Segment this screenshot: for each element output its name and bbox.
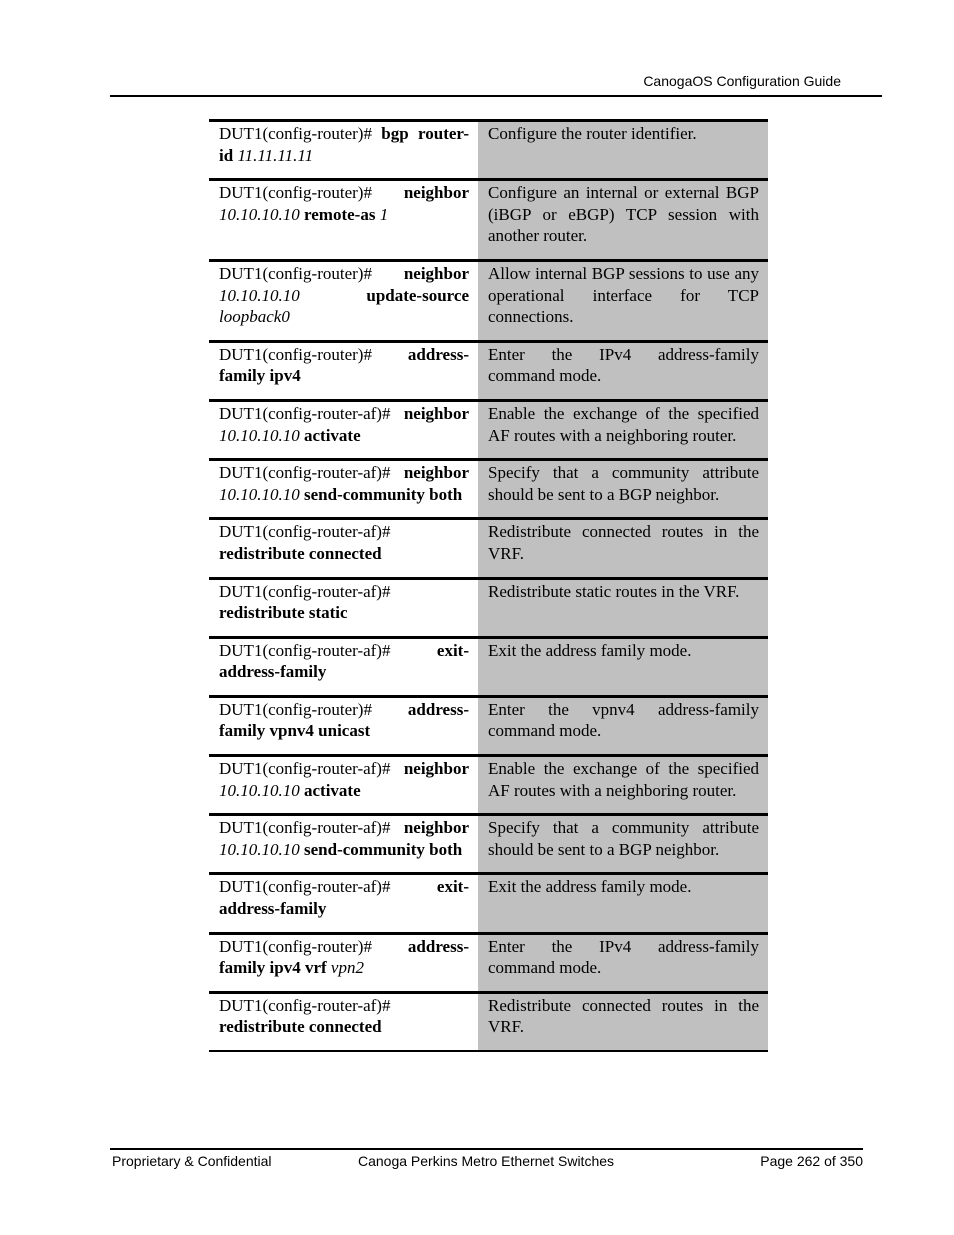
description-cell: Specify that a community attribute should be sent to a BGP neighbor.	[478, 815, 768, 874]
command-prompt: DUT1(config-router-af)#	[219, 522, 391, 542]
command-keyword: neighbor	[403, 463, 469, 483]
command-prompt: DUT1(config-router)#	[219, 124, 382, 143]
command-prompt: DUT1(config-router-af)#	[219, 759, 404, 779]
command-cell	[209, 874, 478, 933]
table-row	[209, 260, 768, 341]
command-prompt: DUT1(config-router-af)#	[219, 818, 404, 838]
description-cell: Exit the address family mode.	[478, 637, 768, 696]
command-keyword: neighbor	[403, 183, 469, 203]
table-row	[209, 992, 768, 1051]
command-prompt: DUT1(config-router)#	[219, 263, 404, 283]
command-cell	[209, 341, 478, 400]
command-cell	[209, 180, 478, 261]
command-cell	[209, 756, 478, 815]
command-keyword: address-family ipv4	[219, 344, 469, 386]
table-row	[209, 815, 768, 874]
command-argument: 10.10.10.10	[219, 484, 304, 504]
table-row	[209, 180, 768, 261]
description-cell: Configure an internal or external BGP (iBGP or eBGP) TCP session with another router.	[478, 180, 768, 261]
table-row	[209, 460, 768, 519]
table-row	[209, 519, 768, 578]
description-cell: Exit the address family mode.	[478, 874, 768, 933]
table-row	[209, 933, 768, 992]
command-prompt: DUT1(config-router)#	[219, 699, 408, 719]
command-argument: 10.10.10.10	[219, 780, 304, 800]
footer-left: Proprietary & Confidential	[112, 1153, 272, 1169]
description-cell: Enable the exchange of the specified AF routes with a neighboring router.	[478, 400, 768, 459]
command-prompt: DUT1(config-router-af)#	[219, 403, 404, 423]
command-table	[209, 119, 768, 1052]
command-prompt: DUT1(config-router-af)#	[219, 995, 391, 1015]
command-cell	[209, 696, 478, 755]
command-prompt: DUT1(config-router)#	[219, 183, 404, 203]
command-cell	[209, 933, 478, 992]
command-prompt: DUT1(config-router-af)#	[219, 877, 437, 897]
command-keyword: address-family ipv4 vrf	[219, 936, 469, 978]
table-row	[209, 874, 768, 933]
description-cell: Configure the router identifier.	[478, 121, 768, 180]
command-cell	[209, 519, 478, 578]
command-keyword: send-community both	[304, 484, 463, 504]
command-keyword: address-family vpnv4 unicast	[219, 699, 469, 741]
description-cell: Enable the exchange of the specified AF routes with a neighboring router.	[478, 756, 768, 815]
command-cell	[209, 992, 478, 1051]
header-rule	[110, 95, 882, 97]
table-row	[209, 341, 768, 400]
table-row	[209, 400, 768, 459]
command-keyword: neighbor	[403, 818, 469, 838]
command-keyword: redistribute static	[219, 603, 348, 623]
command-keyword: send-community both	[304, 839, 463, 859]
command-table-body	[209, 121, 768, 1052]
command-keyword: activate	[304, 780, 361, 800]
header-title: CanogaOS Configuration Guide	[643, 73, 841, 89]
description-cell: Redistribute static routes in the VRF.	[478, 578, 768, 637]
command-keyword: update-source	[366, 285, 469, 305]
command-prompt: DUT1(config-router)#	[219, 344, 408, 364]
description-cell: Allow internal BGP sessions to use any operational interface for TCP connections.	[478, 260, 768, 341]
description-cell: Specify that a community attribute should be sent to a BGP neighbor.	[478, 460, 768, 519]
table-row	[209, 637, 768, 696]
command-argument: 10.10.10.10	[219, 285, 367, 305]
command-cell	[209, 578, 478, 637]
table-row	[209, 121, 768, 180]
command-keyword: bgp router-id	[219, 124, 469, 165]
command-argument: 10.10.10.10	[219, 204, 304, 224]
description-cell: Redistribute connected routes in the VRF.	[478, 519, 768, 578]
command-keyword: redistribute connected	[219, 1017, 382, 1037]
command-keyword: neighbor	[403, 759, 469, 779]
footer-center: Canoga Perkins Metro Ethernet Switches	[358, 1153, 615, 1169]
command-argument: loopback0	[219, 307, 290, 327]
command-prompt: DUT1(config-router-af)#	[219, 581, 391, 601]
command-keyword: neighbor	[403, 263, 469, 283]
description-cell: Enter the IPv4 address-family command mode.	[478, 341, 768, 400]
command-keyword: remote-as	[304, 204, 376, 224]
command-cell	[209, 460, 478, 519]
table-row	[209, 696, 768, 755]
description-cell: Enter the vpnv4 address-family command mode.	[478, 696, 768, 755]
command-keyword: redistribute connected	[219, 543, 382, 563]
command-cell	[209, 815, 478, 874]
command-cell	[209, 260, 478, 341]
command-prompt: DUT1(config-router-af)#	[219, 463, 404, 483]
command-keyword: activate	[304, 425, 361, 445]
command-argument: vpn2	[326, 958, 364, 978]
command-cell	[209, 637, 478, 696]
table-row	[209, 578, 768, 637]
command-cell	[209, 400, 478, 459]
command-argument: 10.10.10.10	[219, 425, 304, 445]
command-prompt: DUT1(config-router-af)#	[219, 640, 437, 660]
command-cell	[209, 121, 478, 180]
command-argument: 11.11.11.11	[233, 145, 314, 165]
command-argument: 10.10.10.10	[219, 839, 304, 859]
command-keyword: neighbor	[403, 403, 469, 423]
command-argument: 1	[375, 204, 389, 224]
description-cell: Redistribute connected routes in the VRF.	[478, 992, 768, 1051]
command-keyword: exit-address-family	[219, 877, 469, 919]
footer-rule	[110, 1148, 863, 1150]
footer-page-number: Page 262 of 350	[760, 1153, 863, 1169]
command-prompt: DUT1(config-router)#	[219, 936, 408, 956]
description-cell: Enter the IPv4 address-family command mode.	[478, 933, 768, 992]
command-keyword: exit-address-family	[219, 640, 469, 682]
table-row	[209, 756, 768, 815]
